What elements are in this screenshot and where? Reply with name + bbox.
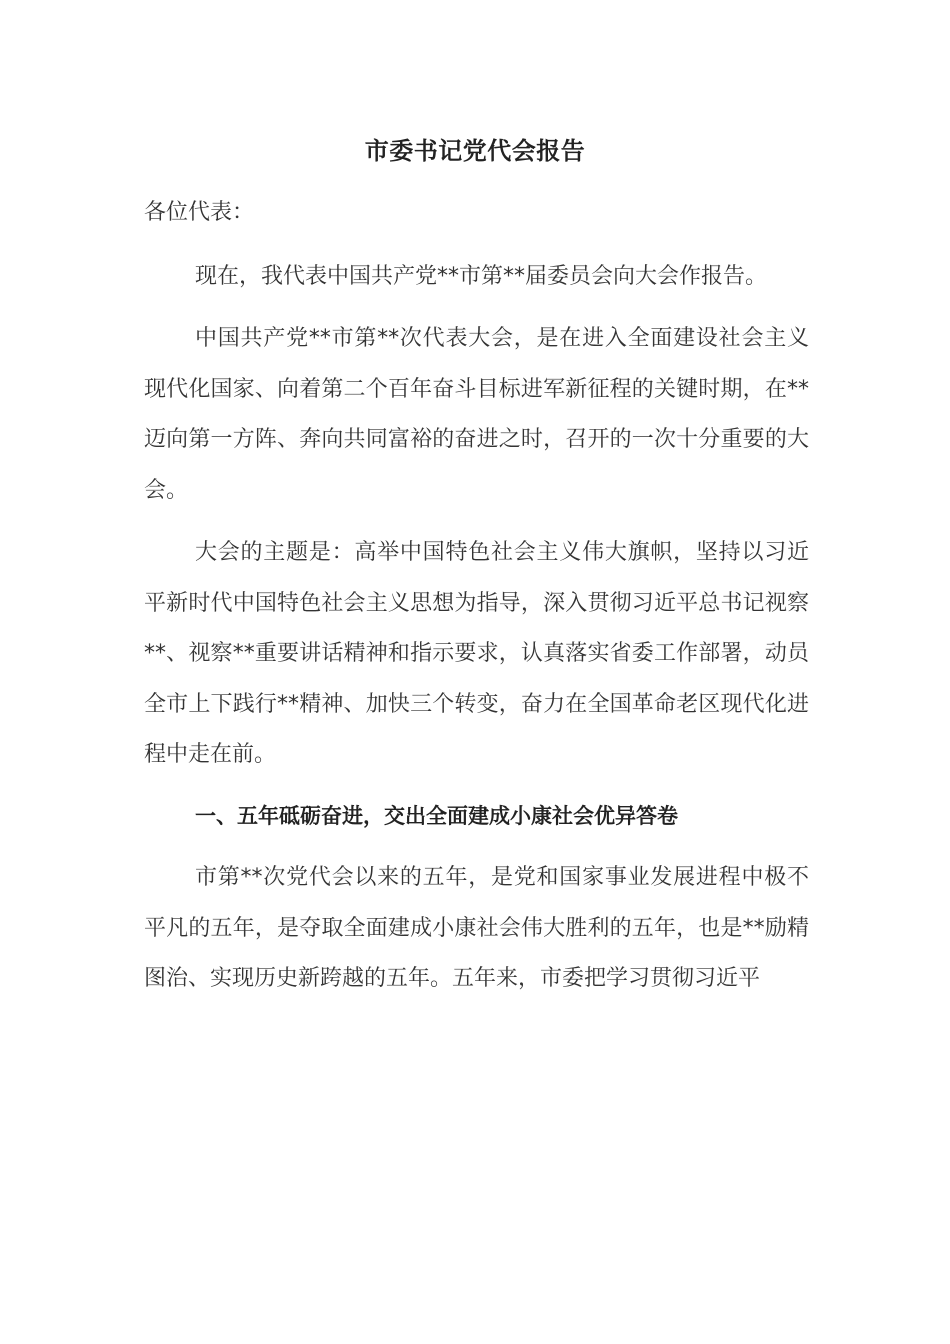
document-title: 市委书记党代会报告 [364, 137, 586, 165]
section-heading: 一、五年砥砺奋进，交出全面建成小康社会优异答卷 [195, 804, 678, 828]
paragraph-five-years: 市第**次党代会以来的五年，是党和国家事业发展进程中极不平凡的五年，是夺取全面建成小康社会伟大胜利的五年，也是**励精图治、实现历史新跨越的五年。五年来，市委把学习贯彻习近平 [144, 865, 809, 991]
paragraph-congress-context: 中国共产党**市第**次代表大会，是在进入全面建设社会主义现代化国家、向着第二个百年奋斗目标进军新征程的关键时期，在**迈向第一方阵、奔向共同富裕的奋进之时，召开的一次十分重要的大会。 [144, 326, 809, 503]
paragraph-congress-theme: 大会的主题是：高举中国特色社会主义伟大旗帜，坚持以习近平新时代中国特色社会主义思想为指导，深入贯彻习近平总书记视察**、视察**重要讲话精神和指示要求，认真落实省委工作部署，动员全市上下践行**精神、加快三个转变，奋力在全国革命老区现代化进程中走在前。 [144, 540, 809, 767]
paragraph-intro: 现在，我代表中国共产党**市第**届委员会向大会作报告。 [195, 264, 768, 289]
salutation: 各位代表： [144, 200, 255, 225]
